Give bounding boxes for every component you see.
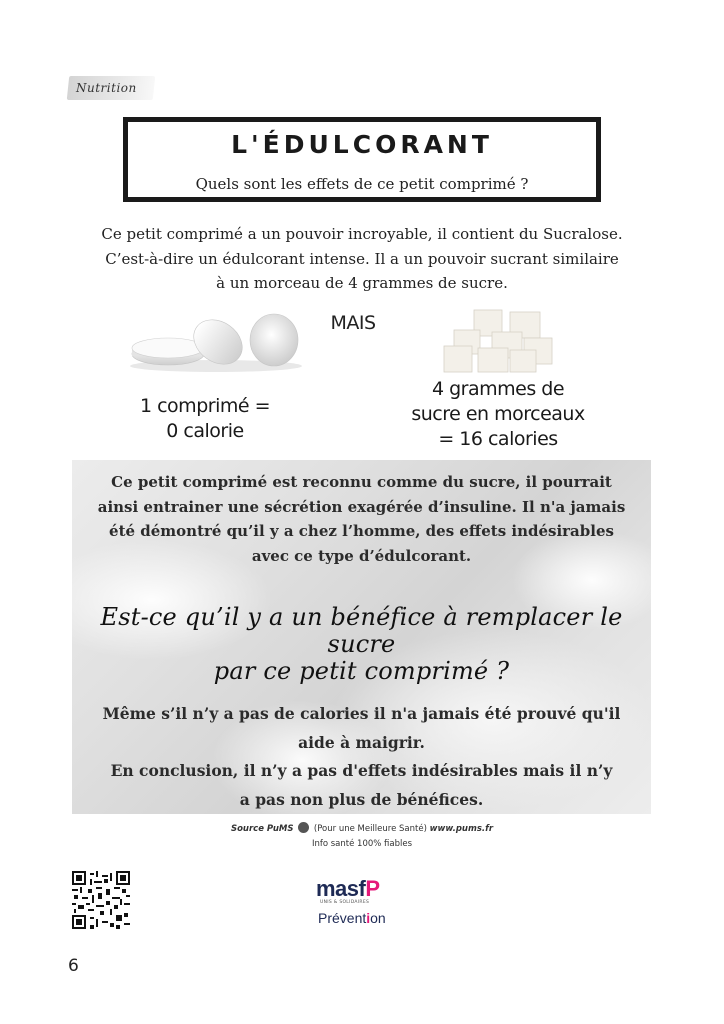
panel-paragraph-2 xyxy=(72,700,651,814)
info-panel xyxy=(72,460,651,814)
sugar-caption-line-1: 4 grammes de xyxy=(431,378,565,400)
source-line xyxy=(190,822,534,837)
logo-name-part-2: P xyxy=(365,876,380,901)
source-credit xyxy=(190,822,534,852)
sugar-caption-line-3: = 16 calories xyxy=(438,428,558,450)
logo-prevention-part-3: on xyxy=(370,910,386,926)
source-url: www.pums.fr xyxy=(429,824,494,834)
masfip-logo xyxy=(316,876,416,938)
logo-name xyxy=(316,876,416,902)
title-box xyxy=(123,117,601,202)
intro-line-2: C’est-à-dire un édulcorant intense. Il a un pouvoir sucrant similaire xyxy=(105,249,619,268)
source-label: Source PuMS xyxy=(230,824,294,834)
logo-prevention-part-2: i xyxy=(366,910,371,926)
panel-paragraph-1-line-1: Ce petit comprimé est reconnu comme du sucre, il pourrait xyxy=(111,473,612,491)
tablets-image xyxy=(126,310,310,374)
logo-name-part-1: masf xyxy=(316,876,366,901)
intro-line-3: à un morceau de 4 grammes de sucre. xyxy=(216,274,508,292)
page-title: L'ÉDULCORANT xyxy=(231,130,493,159)
tablet-standing xyxy=(250,314,298,366)
page-number: 6 xyxy=(68,956,79,976)
intro-paragraph xyxy=(60,222,664,296)
panel-paragraph-2-line-1: Même s’il n’y a pas de calories il n'a jamais été prouvé qu'il xyxy=(102,704,621,723)
panel-paragraph-2-line-3: En conclusion, il n’y a pas d'effets indésirables mais il n’y xyxy=(110,761,613,780)
section-tag xyxy=(67,76,156,100)
sugar-caption xyxy=(392,377,604,452)
source-detail: (Pour une Meilleure Santé) xyxy=(313,824,427,834)
page-subtitle: Quels sont les effets de ce petit comprimé ? xyxy=(195,175,529,193)
panel-paragraph-1-line-2: ainsi entrainer une sécrétion exagérée d’insuline. Il n'a jamais xyxy=(97,497,626,516)
source-tagline: Info santé 100% fiables xyxy=(311,839,413,849)
panel-question-line-1: Est-ce qu’il y a un bénéfice à remplacer le sucre xyxy=(100,603,623,658)
panel-paragraph-1 xyxy=(72,470,651,568)
sugar-cubes-image xyxy=(434,308,558,374)
sugar-caption-line-2: sucre en morceaux xyxy=(411,403,585,425)
panel-paragraph-1-line-3: été démontré qu’il y a chez l’homme, des effets indésirables xyxy=(109,522,614,540)
panel-question xyxy=(72,604,651,685)
sugar-cube xyxy=(444,310,552,372)
panel-paragraph-1-line-4: avec ce type d’édulcorant. xyxy=(251,546,472,565)
qr-code-icon[interactable] xyxy=(72,871,130,929)
tablet-caption-line-1: 1 comprimé = xyxy=(139,395,270,417)
intro-line-1: Ce petit comprimé a un pouvoir incroyable, il contient du Sucralose. xyxy=(101,225,623,243)
tablet-caption-line-2: 0 calorie xyxy=(166,420,244,442)
panel-question-line-2: par ce petit comprimé ? xyxy=(213,657,510,685)
logo-prevention xyxy=(318,910,416,926)
logo-tagline: UNIS & SOLIDAIRES xyxy=(320,900,370,905)
tablet-caption xyxy=(120,394,290,444)
panel-paragraph-2-line-2: aide à maigrir. xyxy=(298,732,425,752)
logo-prevention-part-1: Prévent xyxy=(318,910,367,926)
pums-logo-icon xyxy=(298,822,309,833)
mais-label: MAIS xyxy=(330,312,376,334)
panel-paragraph-2-line-4: a pas non plus de bénéfices. xyxy=(239,789,484,809)
section-tag-label: Nutrition xyxy=(76,81,137,95)
